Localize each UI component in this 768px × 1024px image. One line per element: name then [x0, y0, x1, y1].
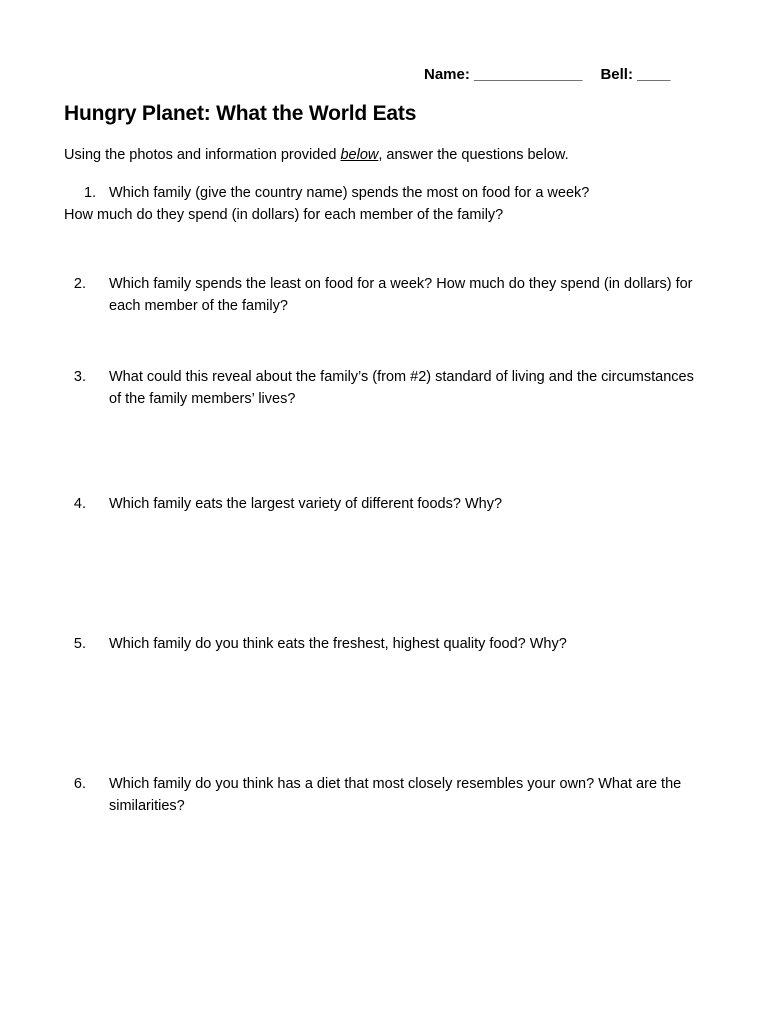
- student-info-header: [424, 66, 671, 83]
- bell-field: Bell: ____: [600, 66, 671, 83]
- question-6-number: 6.: [73, 776, 86, 792]
- instructions-text-end: , answer the questions below.: [378, 147, 569, 163]
- page-title: Hungry Planet: What the World Eats: [64, 102, 417, 125]
- question-1-text-line1: Which family (give the country name) spends the most on food for a week?: [109, 185, 590, 201]
- question-2-number: 2.: [73, 276, 86, 292]
- question-4-text: Which family eats the largest variety of different foods? Why?: [109, 496, 503, 512]
- question-1-number: 1.: [84, 185, 97, 201]
- question-5-text: Which family do you think eats the freshest, highest quality food? Why?: [109, 636, 567, 652]
- question-1-text-line2: How much do they spend (in dollars) for each member of the family?: [64, 207, 504, 223]
- instructions-text-start: Using the photos and information provided: [64, 147, 341, 163]
- question-5: [64, 633, 714, 659]
- question-2: [64, 273, 714, 323]
- question-5-number: 5.: [73, 636, 86, 652]
- question-2-text: Which family spends the least on food for a week? How much do they spend (in dollars) for each member of the family?: [109, 276, 693, 314]
- question-4-number: 4.: [73, 496, 86, 512]
- instructions-emphasis: below: [340, 147, 379, 163]
- question-3: [64, 366, 714, 416]
- question-4: [64, 493, 714, 519]
- question-6: [64, 773, 714, 823]
- question-6-text: Which family do you think has a diet that most closely resembles your own? What are the similarities?: [109, 776, 682, 814]
- instructions: [64, 147, 569, 163]
- question-1: [64, 182, 704, 226]
- question-3-text: What could this reveal about the family’s (from #2) standard of living and the circumstances of the family members’ lives?: [109, 369, 694, 407]
- name-field: Name: _____________: [424, 66, 583, 83]
- question-3-number: 3.: [73, 369, 86, 385]
